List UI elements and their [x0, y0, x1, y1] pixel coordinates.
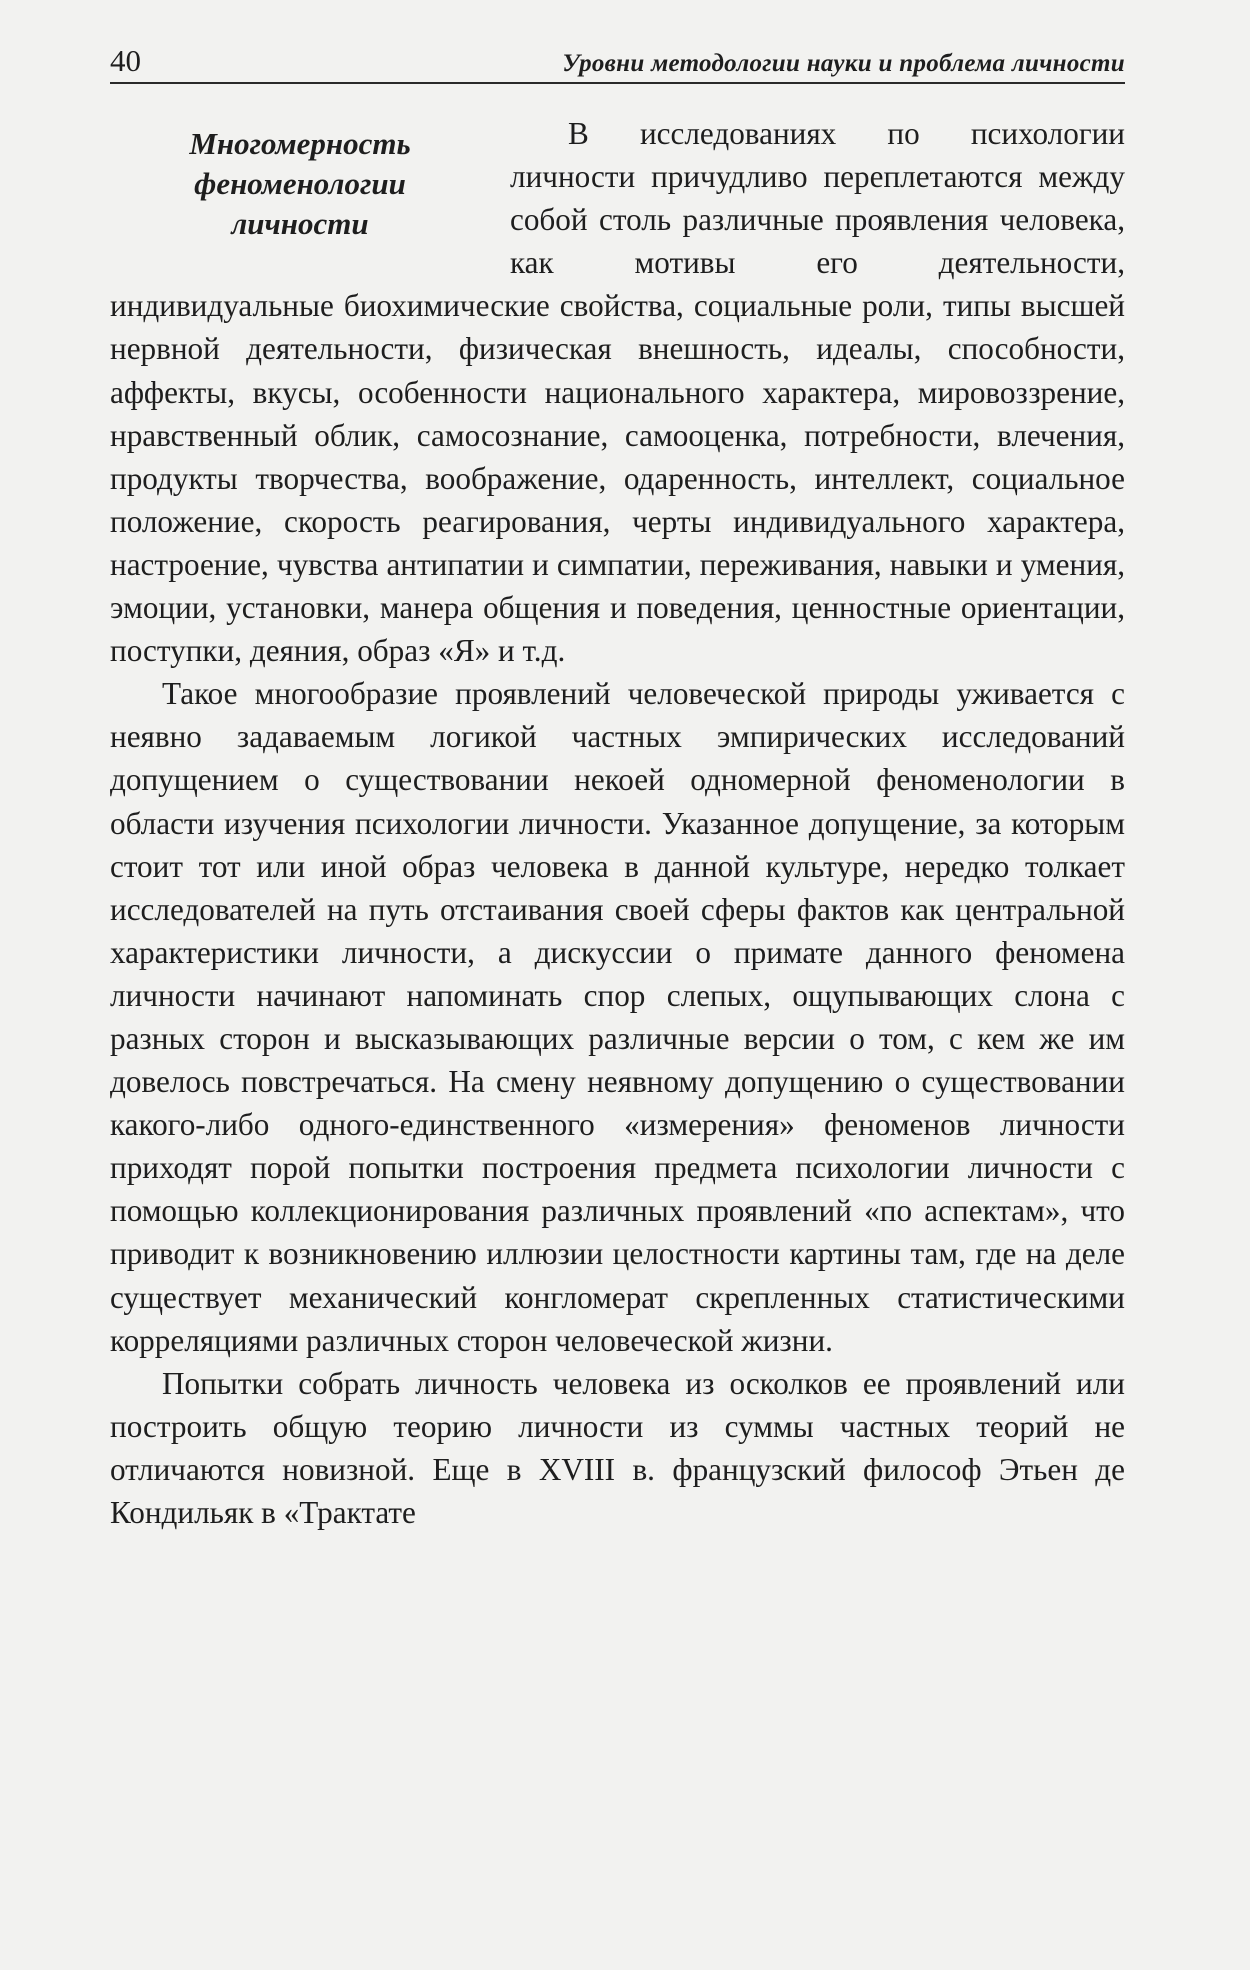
paragraph-1: В исследованиях по психологии личности причудливо переплетаются между собой столь различные проявления человека, как мотивы его деятельности, индивидуальные биохимические свойства, социальные роли, типы высшей нервной деятельности, физическая внешность, идеалы, способности, аффекты, вкусы, особенности национального характера, мировоззрение, нравственный облик, самосознание, самооценка, потребности, влечения, продукты творчества, воображение, одаренность, интеллект, социальное положение, скорость реагирования, черты индивидуального характера, настроение, чувства антипатии и симпатии, переживания, навыки и умения, эмоции, установки, манера общения и поведения, ценностные ориентации, поступки, деяния, образ «Я» и т.д.	[110, 116, 1125, 669]
paragraph-3: Попытки собрать личность человека из осколков ее проявлений или построить общую теорию личности из суммы частных теорий не отличаются новизной. Еще в XVIII в. французский философ Этьен де Кондильяк в «Трактате	[110, 1365, 1125, 1530]
running-header	[110, 30, 1125, 84]
section-heading-line: феноменологии	[194, 166, 406, 201]
section-heading-line: личности	[231, 206, 369, 241]
section-heading-line: Многомерность	[189, 126, 411, 161]
book-page	[110, 30, 1125, 1534]
running-title: Уровни методологии науки и проблема личности	[562, 50, 1125, 77]
section-heading	[110, 124, 490, 244]
page-body	[110, 112, 1125, 1534]
paragraph-2: Такое многообразие проявлений человеческой природы уживается с неявно задаваемым логикой частных эмпирических исследований допущением о существовании некоей одномерной феноменологии в области изучения психологии личности. Указанное допущение, за которым стоит тот или иной образ человека в данной культуре, нередко толкает исследователей на путь отстаивания своей сферы фактов как центральной характеристики личности, а дискуссии о примате данного феномена личности начинают напоминать спор слепых, ощупывающих слона с разных сторон и высказывающих различные версии о том, с кем же им довелось повстречаться. На смену неявному допущению о существовании какого-либо одного-единственного «измерения» феноменов личности приходят порой попытки построения предмета психологии личности с помощью коллекционирования различных проявлений «по аспектам», что приводит к возникновению иллюзии целостности картины там, где на деле существует механический конгломерат скрепленных статистическими корреляциями различных сторон человеческой жизни.	[110, 676, 1125, 1358]
page-number: 40	[110, 43, 141, 78]
